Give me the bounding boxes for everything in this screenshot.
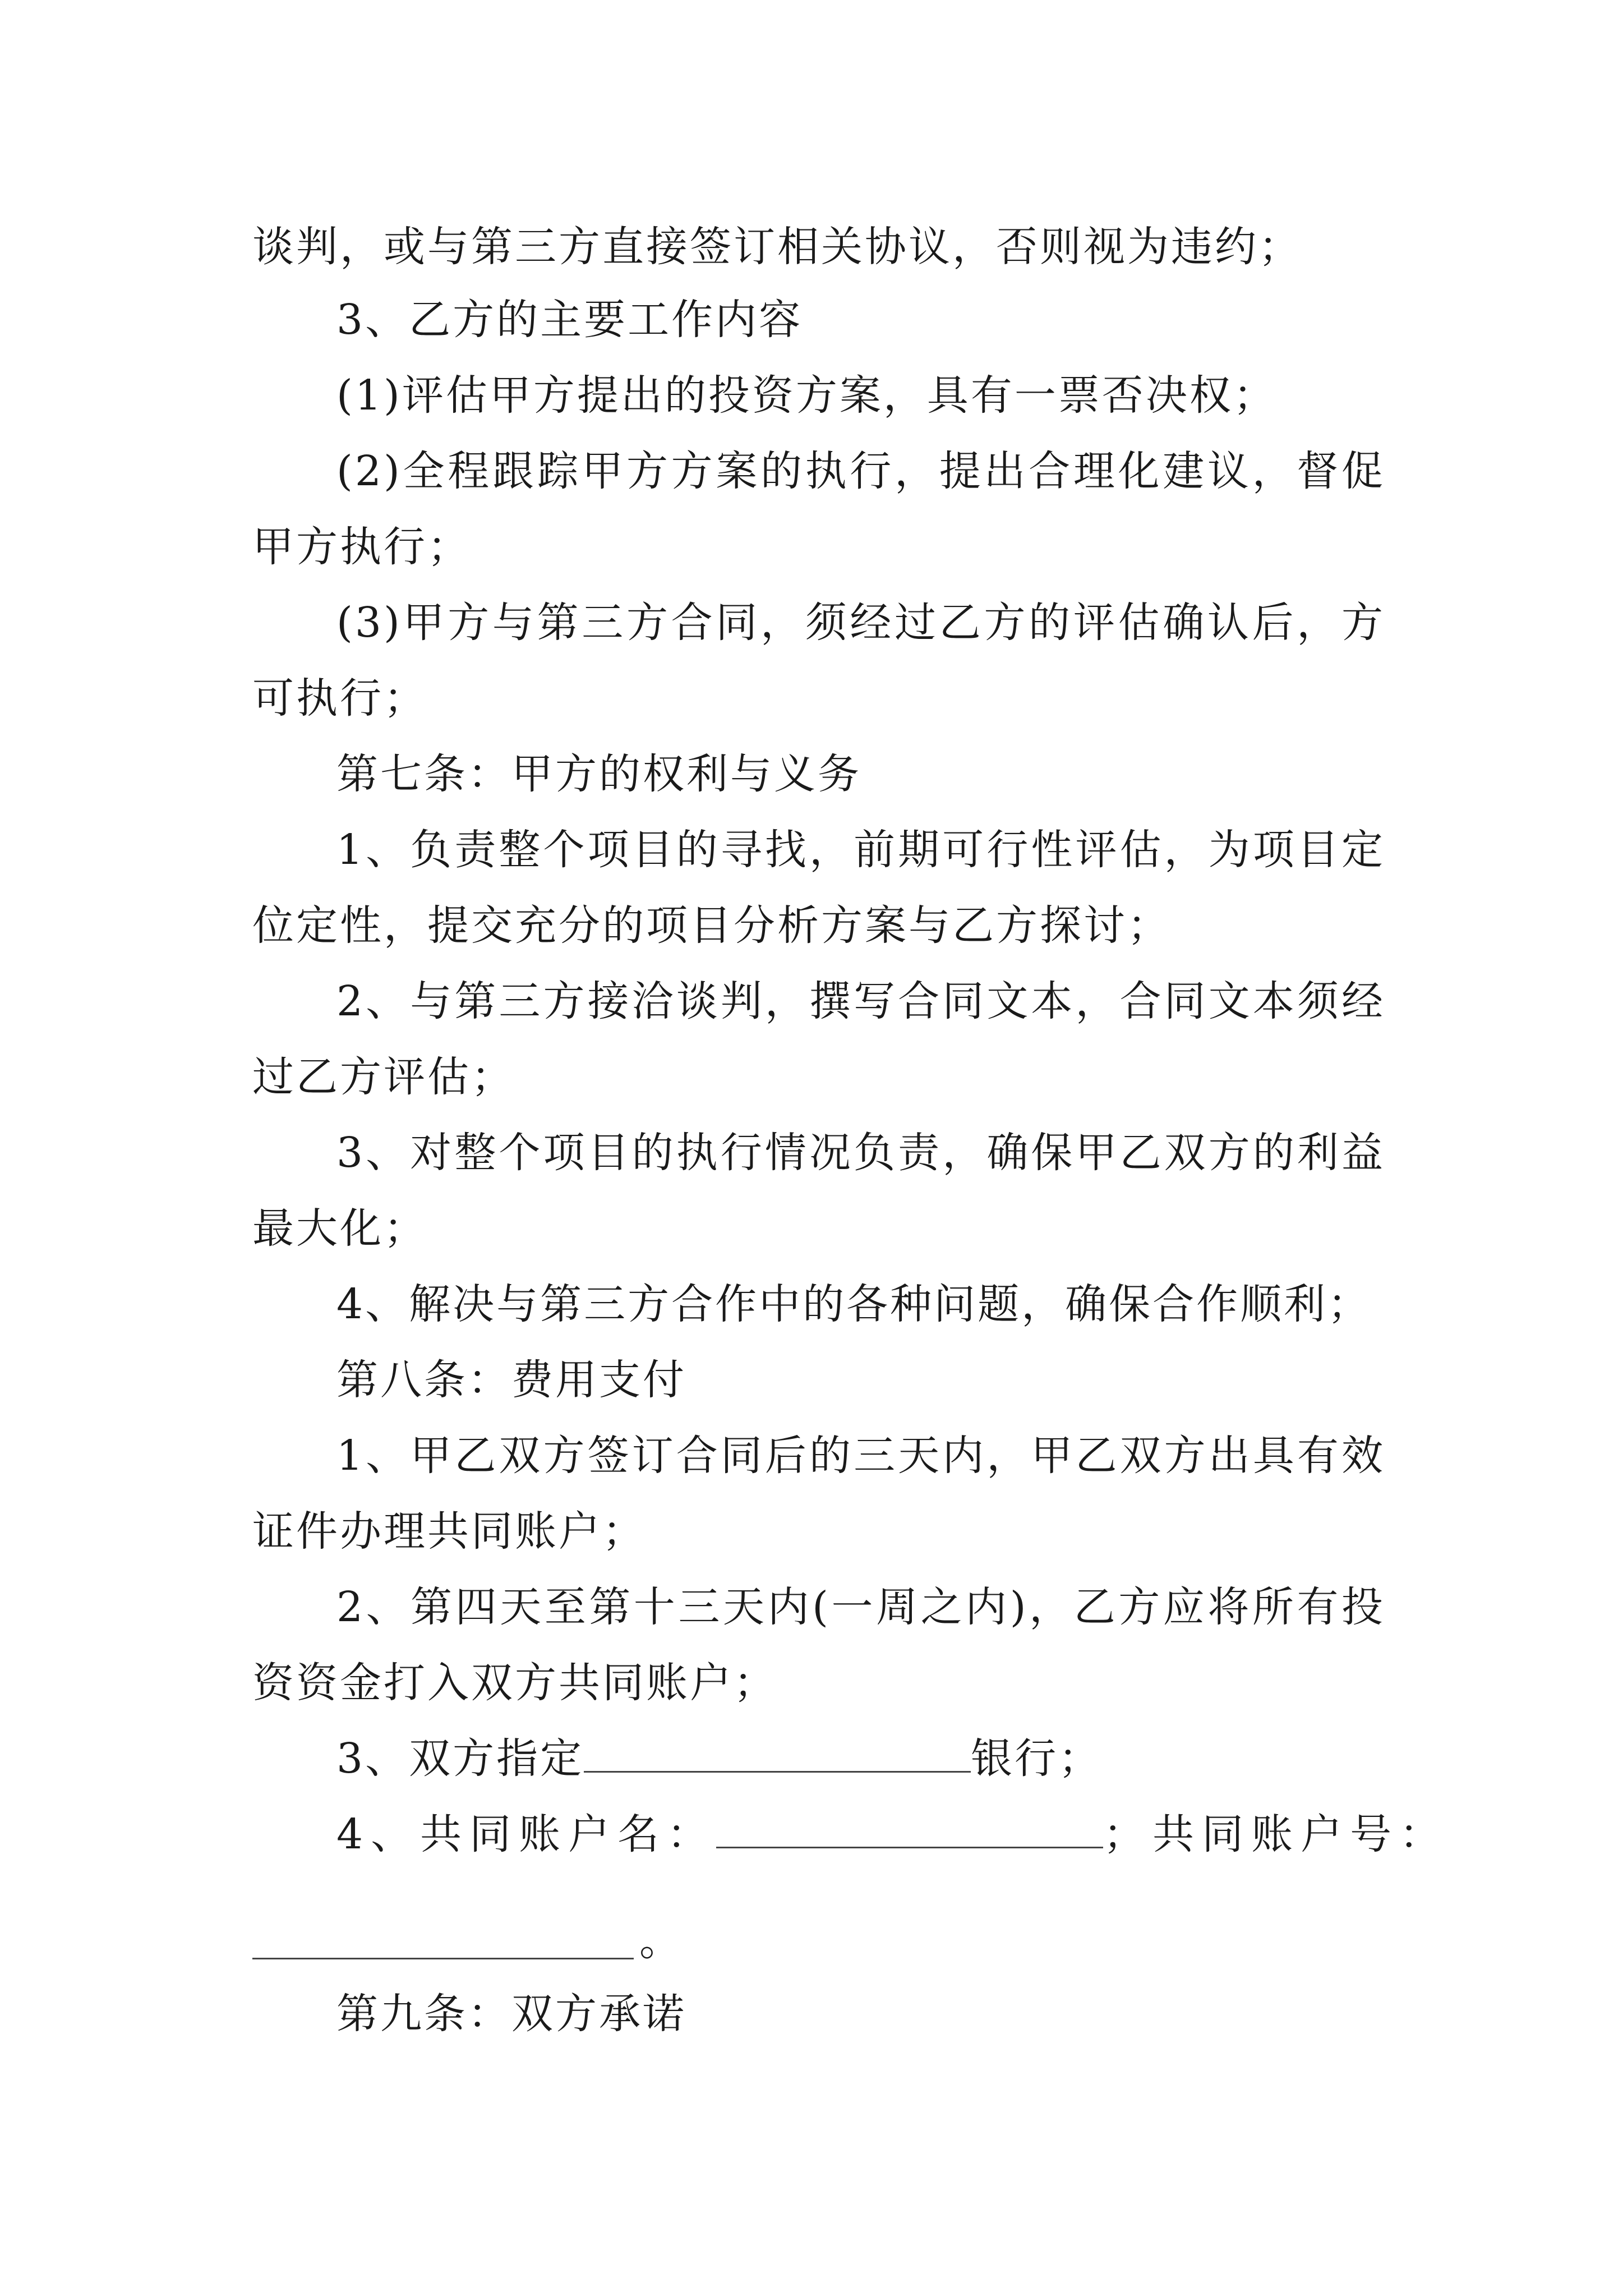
section-heading-9: 第九条：双方承诺 xyxy=(336,1990,686,2038)
text-line-15: 4、解决与第三方合作中的各种问题，确保合作顺利； xyxy=(336,1280,1372,1328)
section-heading-8: 第八条：费用支付 xyxy=(336,1356,686,1404)
text-line-11: 2、与第三方接洽谈判，撰写合同文本，合同文本须经 xyxy=(336,977,1385,1025)
section-heading-7: 第七条：甲方的权利与义务 xyxy=(336,750,861,798)
text-line-4: (2)全程跟踪甲方方案的执行，提出合理化建议，督促 xyxy=(336,447,1385,495)
account-name-label: 4、共同账户名： xyxy=(336,1810,717,1858)
bank-line xyxy=(336,1725,1385,1792)
bank-line-suffix: 银行； xyxy=(971,1734,1103,1783)
text-line-3: (1)评估甲方提出的投资方案，具有一票否决权； xyxy=(336,371,1277,420)
text-line-5: 甲方执行； xyxy=(252,523,471,571)
text-line-1: 谈判，或与第三方直接签订相关协议，否则视为违约； xyxy=(252,223,1302,271)
text-line-9: 1、负责整个项目的寻找，前期可行性评估，为项目定 xyxy=(336,826,1385,874)
text-line-12: 过乙方评估； xyxy=(252,1053,515,1101)
text-line-13: 3、对整个项目的执行情况负责，确保甲乙双方的利益 xyxy=(336,1129,1385,1177)
account-number-blank xyxy=(252,1958,634,1959)
text-line-2: 3、乙方的主要工作内容 xyxy=(336,296,803,344)
text-line-19: 2、第四天至第十三天内(一周之内)，乙方应将所有投 xyxy=(336,1583,1385,1631)
account-number-label: ；共同账户号： xyxy=(1103,1810,1449,1858)
text-line-18: 证件办理共同账户； xyxy=(252,1507,646,1556)
bank-line-prefix: 3、双方指定 xyxy=(336,1734,584,1783)
text-line-10: 位定性，提交充分的项目分析方案与乙方探讨； xyxy=(252,901,1171,950)
text-line-7: 可执行； xyxy=(252,674,427,723)
text-line-6: (3)甲方与第三方合同，须经过乙方的评估确认后，方 xyxy=(336,599,1385,647)
text-line-17: 1、甲乙双方签订合同后的三天内，甲乙双方出具有效 xyxy=(336,1432,1385,1480)
text-line-14: 最大化； xyxy=(252,1204,427,1253)
account-line xyxy=(336,1801,1449,1868)
bank-name-blank xyxy=(584,1732,971,1773)
text-line-20: 资资金打入双方共同账户； xyxy=(252,1659,777,1707)
account-name-blank xyxy=(716,1807,1103,1848)
account-line-end: 。 xyxy=(639,1917,683,1965)
